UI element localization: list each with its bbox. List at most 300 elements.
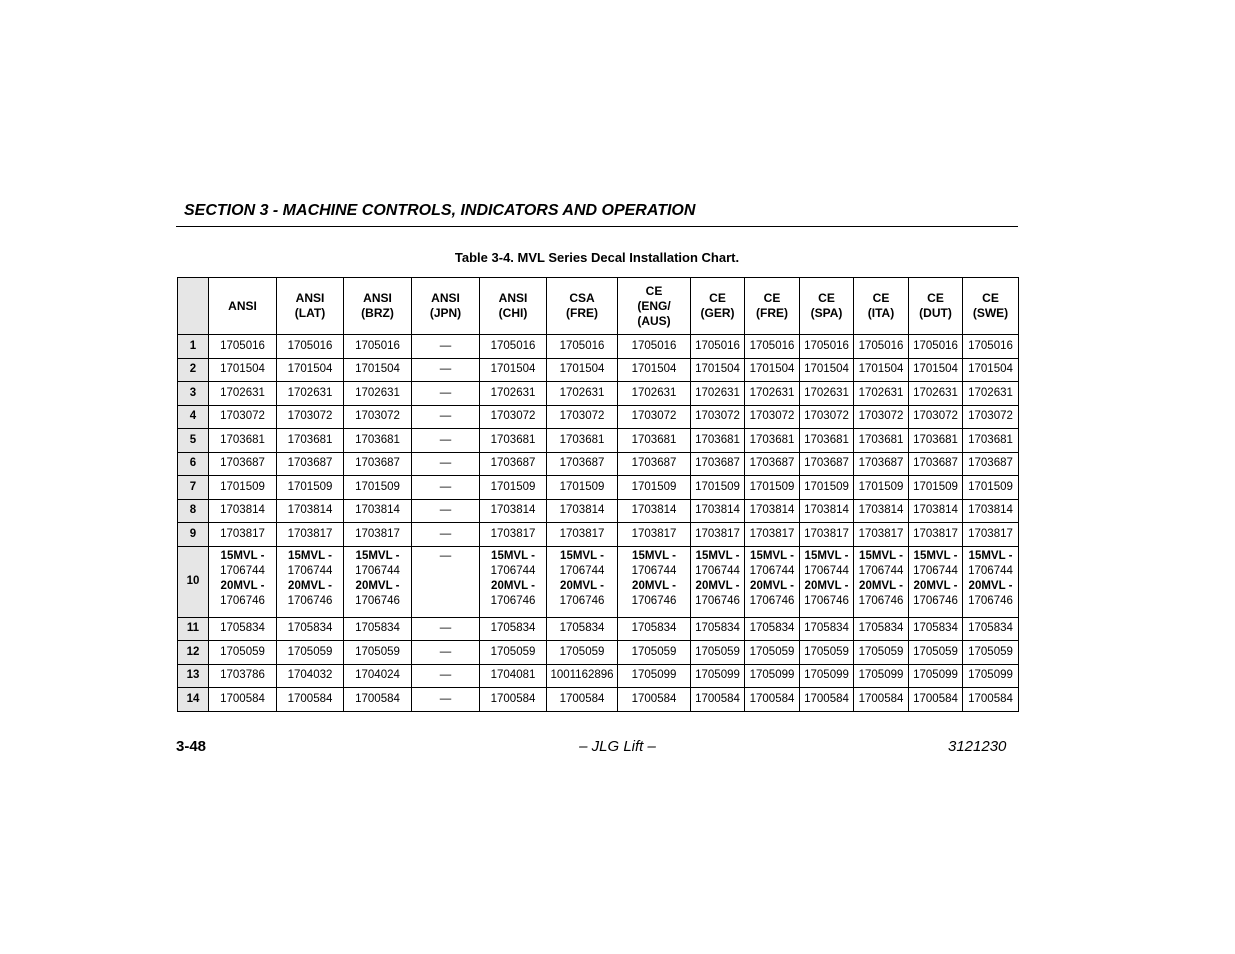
decal-part-cell: 1702631 [547, 382, 618, 406]
decal-part-cell: 1703687 [344, 452, 412, 476]
decal-part-cell: 1705059 [854, 641, 909, 665]
decal-part-cell: 1703072 [854, 405, 909, 429]
decal-part-cell: 1701504 [963, 358, 1019, 382]
part-number: 1706744 [490, 564, 536, 577]
part-number: 1706746 [631, 594, 677, 607]
decal-part-cell: 1705016 [963, 335, 1019, 359]
decal-part-cell: 1703817 [209, 523, 277, 547]
decal-part-cell: 1700584 [547, 688, 618, 712]
table-row [178, 405, 1019, 429]
row-number: 12 [178, 641, 209, 665]
row-number: 6 [178, 452, 209, 476]
decal-part-cell: 1705099 [800, 664, 854, 688]
part-number: 1706744 [913, 564, 958, 577]
decal-part-cell: 1703681 [854, 429, 909, 453]
table-row [178, 335, 1019, 359]
decal-part-cell: 1705059 [277, 641, 344, 665]
decal-part-cell: 1702631 [745, 382, 800, 406]
column-header-line: CE [645, 283, 663, 298]
decal-part-cell: — [412, 688, 480, 712]
table-body [178, 335, 1019, 712]
column-header [412, 278, 480, 335]
model-label: 15MVL - [968, 549, 1013, 562]
decal-part-cell: 1705016 [480, 335, 547, 359]
decal-part-cell: 1703681 [480, 429, 547, 453]
decal-part-cell: 1703814 [209, 499, 277, 523]
model-label: 15MVL - [859, 549, 903, 562]
table-row [178, 664, 1019, 688]
decal-part-cell: 1705059 [800, 641, 854, 665]
column-header [277, 278, 344, 335]
decal-part-cell: 1705834 [547, 617, 618, 641]
decal-part-cell [618, 546, 691, 617]
decal-part-cell: 1703072 [745, 405, 800, 429]
decal-part-cell: 1703814 [277, 499, 344, 523]
decal-part-cell: 1701504 [209, 358, 277, 382]
part-number: 1706744 [287, 564, 333, 577]
model-label: 15MVL - [560, 549, 604, 562]
header-corner-cell [178, 278, 209, 335]
decal-part-cell: 1703817 [854, 523, 909, 547]
part-number: 1706744 [631, 564, 677, 577]
part-number: 1706744 [749, 564, 795, 577]
decal-part-cell: 1705099 [618, 664, 691, 688]
part-number: 1706744 [695, 564, 740, 577]
decal-part-cell: 1701509 [547, 476, 618, 500]
column-header [800, 278, 854, 335]
page-number: 3-48 [176, 738, 207, 755]
decal-part-cell: 1703681 [344, 429, 412, 453]
part-number: 1706746 [804, 594, 849, 607]
decal-part-cell: 1705834 [480, 617, 547, 641]
table-row [178, 476, 1019, 500]
decal-part-cell: 1702631 [618, 382, 691, 406]
decal-part-cell: — [412, 452, 480, 476]
column-header-line: CE [818, 291, 835, 305]
decal-part-cell: 1705059 [618, 641, 691, 665]
table-row [178, 452, 1019, 476]
column-header [344, 278, 412, 335]
column-header [691, 278, 745, 335]
footer-publisher: – JLG Lift – [579, 738, 656, 755]
model-label: 20MVL - [750, 579, 794, 592]
decal-part-cell: 1703814 [800, 499, 854, 523]
model-label: 20MVL - [560, 579, 604, 592]
decal-part-cell: 1703072 [344, 405, 412, 429]
model-label: 15MVL - [695, 549, 740, 562]
decal-part-cell: — [412, 476, 480, 500]
decal-part-cell: 1705059 [909, 641, 963, 665]
column-header-line: (GER) [700, 306, 735, 320]
decal-part-cell [412, 546, 480, 617]
decal-installation-table [177, 277, 1019, 712]
decal-part-cell: 1701509 [209, 476, 277, 500]
decal-part-cell: 1703681 [745, 429, 800, 453]
decal-part-cell: 1703681 [909, 429, 963, 453]
decal-part-cell: 1703817 [618, 523, 691, 547]
decal-part-cell: 1700584 [277, 688, 344, 712]
decal-part-cell: 1701504 [480, 358, 547, 382]
decal-part-cell [547, 546, 618, 617]
decal-part-cell: 1703687 [800, 452, 854, 476]
decal-part-cell: 1703814 [618, 499, 691, 523]
part-number: 1706746 [695, 594, 740, 607]
row-number: 5 [178, 429, 209, 453]
column-header-line: (FRE) [756, 306, 788, 320]
table-row [178, 546, 1019, 617]
column-header [209, 278, 277, 335]
decal-part-cell: 1703687 [547, 452, 618, 476]
decal-part-cell: 1703817 [547, 523, 618, 547]
column-header-line: ANSI [228, 298, 257, 313]
decal-part-cell: 1703072 [547, 405, 618, 429]
decal-part-cell: 1705016 [618, 335, 691, 359]
decal-part-cell: 1703681 [800, 429, 854, 453]
decal-part-cell: 1701509 [344, 476, 412, 500]
table-row [178, 382, 1019, 406]
decal-part-cell: 1705834 [909, 617, 963, 641]
model-label: 20MVL - [804, 579, 849, 592]
decal-part-cell: 1703814 [480, 499, 547, 523]
decal-part-cell: 1703817 [277, 523, 344, 547]
table-row [178, 358, 1019, 382]
decal-part-cell: 1704032 [277, 664, 344, 688]
decal-part-cell [209, 546, 277, 617]
column-header-line: (SWE) [972, 306, 1009, 320]
decal-part-cell: 1700584 [909, 688, 963, 712]
column-header [963, 278, 1019, 335]
decal-part-cell [691, 546, 745, 617]
decal-part-cell: 1703687 [277, 452, 344, 476]
column-header-line: ANSI [431, 291, 460, 305]
decal-part-cell: — [412, 382, 480, 406]
decal-part-cell: — [412, 617, 480, 641]
decal-part-cell [854, 546, 909, 617]
column-header-line: CE [709, 291, 726, 305]
decal-part-cell: 1705059 [963, 641, 1019, 665]
column-header-line: CE [982, 291, 999, 305]
decal-part-cell: 1702631 [209, 382, 277, 406]
decal-part-cell: 1701509 [277, 476, 344, 500]
decal-part-cell [800, 546, 854, 617]
decal-part-cell [909, 546, 963, 617]
decal-part-cell: 1703072 [209, 405, 277, 429]
document-number: 3121230 [948, 738, 1007, 755]
column-header-line: (ITA) [867, 306, 895, 320]
column-header [745, 278, 800, 335]
decal-part-cell: 1703072 [480, 405, 547, 429]
decal-part-cell: 1700584 [800, 688, 854, 712]
decal-part-cell: 1701509 [691, 476, 745, 500]
decal-part-cell: 1700584 [480, 688, 547, 712]
column-header-line: (AUS) [637, 313, 671, 328]
decal-part-cell: 1703687 [480, 452, 547, 476]
part-number: 1706746 [968, 594, 1013, 607]
decal-part-cell: 1701504 [618, 358, 691, 382]
decal-part-cell: 1703072 [618, 405, 691, 429]
column-header-line: (JPN) [429, 306, 462, 320]
column-header-line: (ENG/ [637, 298, 671, 313]
decal-part-cell: 1705016 [854, 335, 909, 359]
decal-part-cell: 1705059 [209, 641, 277, 665]
model-label: 20MVL - [220, 579, 265, 592]
decal-part-cell: 1705099 [963, 664, 1019, 688]
decal-part-cell: 1702631 [854, 382, 909, 406]
decal-part-cell: 1703817 [963, 523, 1019, 547]
decal-part-cell: 1701509 [618, 476, 691, 500]
decal-part-cell: 1703814 [963, 499, 1019, 523]
decal-part-cell: 1700584 [691, 688, 745, 712]
part-number: 1706746 [490, 594, 536, 607]
decal-part-cell: 1705059 [344, 641, 412, 665]
decal-part-cell: 1703687 [963, 452, 1019, 476]
decal-part-cell: 1703814 [909, 499, 963, 523]
model-label: 20MVL - [859, 579, 903, 592]
section-title: SECTION 3 - MACHINE CONTROLS, INDICATORS AND OPERATION [184, 202, 696, 219]
decal-part-cell: 1702631 [277, 382, 344, 406]
column-header-line: CE [872, 291, 890, 305]
decal-part-cell: 1705834 [277, 617, 344, 641]
decal-part-cell [480, 546, 547, 617]
decal-part-cell: 1703687 [209, 452, 277, 476]
part-number: 1706744 [559, 564, 605, 577]
table-row [178, 617, 1019, 641]
decal-part-cell: 1703814 [691, 499, 745, 523]
decal-part-cell: 1700584 [618, 688, 691, 712]
model-label: 15MVL - [220, 549, 265, 562]
decal-part-cell: — [412, 405, 480, 429]
decal-part-cell: — [412, 664, 480, 688]
decal-part-cell: 1701504 [691, 358, 745, 382]
model-label: 20MVL - [632, 579, 676, 592]
column-header-line: (DUT) [919, 306, 952, 320]
decal-part-cell: 1705016 [344, 335, 412, 359]
row-number: 13 [178, 664, 209, 688]
table-row [178, 429, 1019, 453]
decal-part-cell: 1703817 [800, 523, 854, 547]
decal-part-cell: — [412, 641, 480, 665]
decal-part-cell: 1701504 [909, 358, 963, 382]
decal-part-cell: 1700584 [854, 688, 909, 712]
decal-part-cell: 1701509 [745, 476, 800, 500]
decal-part-cell: 1705016 [745, 335, 800, 359]
column-header-line: (LAT) [294, 306, 326, 320]
decal-part-cell: 1701504 [745, 358, 800, 382]
decal-part-cell: 1701504 [277, 358, 344, 382]
decal-part-cell: 1701504 [800, 358, 854, 382]
column-header-line: CE [763, 291, 781, 305]
decal-part-cell: 1701504 [854, 358, 909, 382]
row-number: 3 [178, 382, 209, 406]
decal-part-cell: 1705016 [277, 335, 344, 359]
row-number: 9 [178, 523, 209, 547]
decal-part-cell: 1701504 [344, 358, 412, 382]
decal-part-cell: 1703817 [745, 523, 800, 547]
decal-part-cell: 1702631 [963, 382, 1019, 406]
decal-part-cell: 1703681 [547, 429, 618, 453]
column-header-line: (CHI) [498, 306, 528, 320]
decal-part-cell: 1705059 [480, 641, 547, 665]
column-header-line: CE [927, 291, 944, 305]
decal-part-cell: 1703814 [344, 499, 412, 523]
decal-part-cell: 1703681 [691, 429, 745, 453]
part-number: — [439, 549, 452, 562]
decal-part-cell: 1703072 [909, 405, 963, 429]
part-number: 1706744 [220, 564, 265, 577]
row-number: 10 [178, 546, 209, 617]
model-label: 15MVL - [288, 549, 332, 562]
column-header-line: CSA [569, 291, 595, 305]
column-header [480, 278, 547, 335]
table-caption: Table 3-4. MVL Series Decal Installation Chart. [454, 250, 740, 265]
decal-part-cell: 1703814 [547, 499, 618, 523]
decal-part-cell: 1705016 [800, 335, 854, 359]
part-number: 1706746 [749, 594, 795, 607]
decal-part-cell: 1703681 [277, 429, 344, 453]
column-header [547, 278, 618, 335]
model-label: 20MVL - [968, 579, 1013, 592]
decal-part-cell: 1703814 [854, 499, 909, 523]
row-number: 14 [178, 688, 209, 712]
model-label: 15MVL - [632, 549, 676, 562]
row-number: 8 [178, 499, 209, 523]
column-header-line: (FRE) [566, 306, 598, 320]
decal-part-cell: 1703072 [691, 405, 745, 429]
decal-part-cell: 1703687 [854, 452, 909, 476]
decal-part-cell: 1001162896 [547, 664, 618, 688]
decal-part-cell: 1702631 [691, 382, 745, 406]
decal-part-cell: 1703814 [745, 499, 800, 523]
column-header [854, 278, 909, 335]
model-label: 15MVL - [913, 549, 958, 562]
part-number: 1706746 [858, 594, 904, 607]
model-label: 20MVL - [913, 579, 958, 592]
decal-part-cell: 1700584 [209, 688, 277, 712]
decal-part-cell: — [412, 358, 480, 382]
decal-part-cell: — [412, 523, 480, 547]
model-label: 15MVL - [750, 549, 794, 562]
decal-part-cell: 1705834 [854, 617, 909, 641]
part-number: 1706744 [355, 564, 400, 577]
decal-part-cell: 1705834 [344, 617, 412, 641]
decal-part-cell: 1703817 [480, 523, 547, 547]
part-number: 1706746 [287, 594, 333, 607]
decal-part-cell [963, 546, 1019, 617]
column-header-line: (BRZ) [361, 306, 394, 320]
decal-part-cell: 1705059 [691, 641, 745, 665]
table-header-row [178, 278, 1019, 335]
part-number: 1706746 [913, 594, 958, 607]
table-row [178, 641, 1019, 665]
model-label: 15MVL - [355, 549, 400, 562]
decal-part-cell: 1703072 [963, 405, 1019, 429]
decal-part-cell: 1705834 [963, 617, 1019, 641]
decal-part-cell: — [412, 335, 480, 359]
decal-part-cell: 1703681 [963, 429, 1019, 453]
model-label: 15MVL - [491, 549, 535, 562]
decal-part-cell: 1703681 [209, 429, 277, 453]
decal-part-cell: 1703786 [209, 664, 277, 688]
part-number: 1706746 [220, 594, 265, 607]
column-header-line: ANSI [363, 291, 392, 305]
decal-part-cell: — [412, 499, 480, 523]
decal-part-cell: 1703817 [909, 523, 963, 547]
column-header [618, 278, 691, 335]
decal-part-cell: 1702631 [344, 382, 412, 406]
row-number: 7 [178, 476, 209, 500]
header-rule [176, 226, 1018, 227]
decal-part-cell: 1703817 [691, 523, 745, 547]
column-header-line: (SPA) [810, 306, 843, 320]
decal-part-cell [344, 546, 412, 617]
part-number: 1706744 [968, 564, 1013, 577]
model-label: 15MVL - [804, 549, 849, 562]
column-header-line: ANSI [295, 291, 325, 305]
row-number: 1 [178, 335, 209, 359]
decal-part-cell: 1705099 [691, 664, 745, 688]
row-number: 4 [178, 405, 209, 429]
model-label: 20MVL - [355, 579, 400, 592]
decal-part-cell [745, 546, 800, 617]
model-label: 20MVL - [491, 579, 535, 592]
decal-part-cell: 1705834 [745, 617, 800, 641]
decal-part-cell: 1701509 [909, 476, 963, 500]
model-label: 20MVL - [695, 579, 740, 592]
decal-part-cell: 1701504 [547, 358, 618, 382]
part-number: 1706746 [559, 594, 605, 607]
decal-part-cell: 1705099 [745, 664, 800, 688]
decal-part-cell: 1703687 [745, 452, 800, 476]
decal-part-cell: 1703072 [800, 405, 854, 429]
decal-part-cell: 1702631 [800, 382, 854, 406]
decal-part-cell: 1701509 [800, 476, 854, 500]
decal-part-cell: 1704081 [480, 664, 547, 688]
part-number: 1706744 [804, 564, 849, 577]
decal-part-cell: 1700584 [344, 688, 412, 712]
decal-part-cell: 1705016 [691, 335, 745, 359]
decal-part-cell: 1703687 [691, 452, 745, 476]
decal-part-cell: 1705016 [547, 335, 618, 359]
decal-part-cell: 1703681 [618, 429, 691, 453]
decal-part-cell: 1703072 [277, 405, 344, 429]
decal-part-cell: 1705059 [547, 641, 618, 665]
decal-part-cell: 1705099 [909, 664, 963, 688]
column-header-line: ANSI [498, 291, 528, 305]
decal-part-cell [277, 546, 344, 617]
model-label: 20MVL - [288, 579, 332, 592]
decal-part-cell: 1703687 [618, 452, 691, 476]
decal-part-cell: 1705016 [209, 335, 277, 359]
table-row [178, 688, 1019, 712]
table-row [178, 523, 1019, 547]
part-number: 1706746 [355, 594, 400, 607]
decal-part-cell: 1700584 [745, 688, 800, 712]
decal-part-cell: 1705834 [691, 617, 745, 641]
table-row [178, 499, 1019, 523]
decal-part-cell: 1703687 [909, 452, 963, 476]
decal-part-cell: 1703817 [344, 523, 412, 547]
decal-part-cell: 1705834 [800, 617, 854, 641]
decal-part-cell: 1705016 [909, 335, 963, 359]
decal-part-cell: 1702631 [480, 382, 547, 406]
decal-part-cell: 1705834 [618, 617, 691, 641]
row-number: 11 [178, 617, 209, 641]
decal-part-cell: 1701509 [963, 476, 1019, 500]
column-header [909, 278, 963, 335]
decal-part-cell: 1705099 [854, 664, 909, 688]
decal-part-cell: 1700584 [963, 688, 1019, 712]
decal-part-cell: 1705834 [209, 617, 277, 641]
